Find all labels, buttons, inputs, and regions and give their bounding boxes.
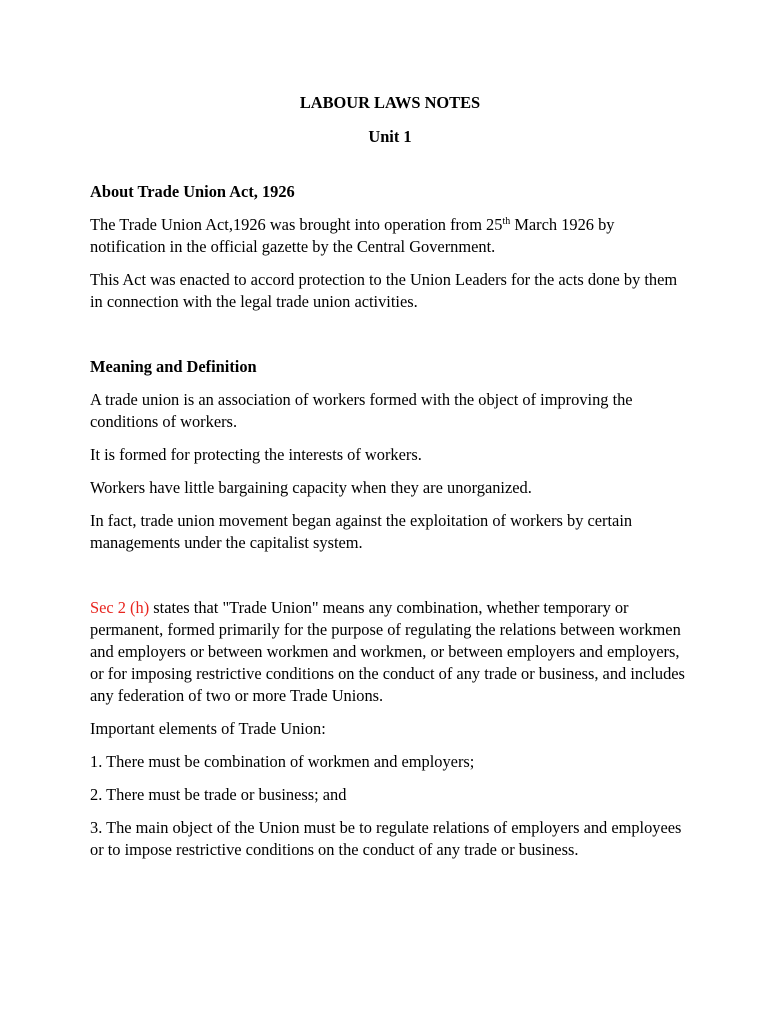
document-title: LABOUR LAWS NOTES bbox=[299, 93, 481, 112]
paragraph-act-operation bbox=[90, 214, 690, 258]
section-reference: Sec 2 (h) bbox=[90, 598, 150, 617]
definition-text: states that "Trade Union" means any combination, whether temporary or permanent, formed primarily for the purpose of regulating the relations between workmen and employers or between workmen and workmen, or between employers and employers, or for imposing restrictive conditions on the conduct of any trade or business, and includes any federation of two or more Trade Unions. bbox=[90, 598, 685, 705]
document-page bbox=[90, 92, 690, 861]
list-item: 1. There must be combination of workmen and employers; bbox=[90, 752, 475, 771]
paragraph-text: The Trade Union Act,1926 was brought into operation from 25 bbox=[90, 215, 503, 234]
list-item: 2. There must be trade or business; and bbox=[90, 785, 347, 804]
paragraph-text: March 1926 by notification in the official gazette by the Central Government. bbox=[90, 215, 615, 256]
paragraph-act-purpose: This Act was enacted to accord protection to the Union Leaders for the acts done by them in connection with the legal trade union activities. bbox=[90, 270, 678, 311]
section-heading-about-act: About Trade Union Act, 1926 bbox=[90, 182, 295, 201]
elements-intro: Important elements of Trade Union: bbox=[90, 719, 326, 738]
paragraph-trade-union-meaning: A trade union is an association of workers formed with the object of improving the conditions of workers. bbox=[90, 390, 633, 431]
paragraph-movement-history: In fact, trade union movement began against the exploitation of workers by certain managements under the capitalist system. bbox=[90, 511, 633, 552]
superscript-th: th bbox=[502, 216, 511, 227]
paragraph-bargaining-capacity: Workers have little bargaining capacity when they are unorganized. bbox=[90, 478, 532, 497]
section-heading-meaning: Meaning and Definition bbox=[90, 357, 257, 376]
list-item: 3. The main object of the Union must be to regulate relations of employers and employees or to impose restrictive conditions on the conduct of any trade or business. bbox=[90, 818, 682, 859]
paragraph-sec-2h-definition bbox=[90, 597, 690, 707]
unit-heading: Unit 1 bbox=[368, 127, 412, 146]
paragraph-protecting-interests: It is formed for protecting the interests of workers. bbox=[90, 445, 422, 464]
